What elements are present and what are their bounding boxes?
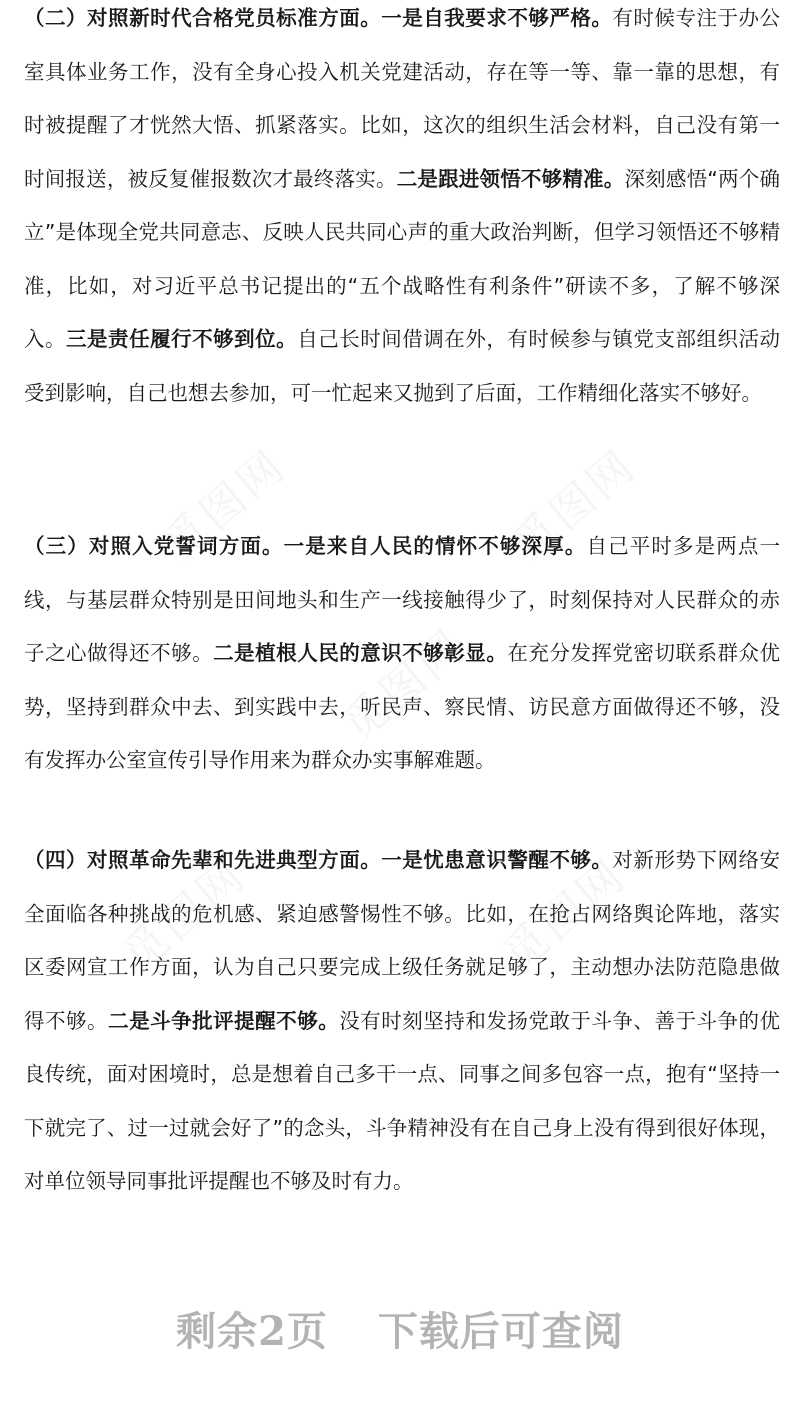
body-text-segment: 对新形势下网络安全面临各种挑战的危机感、紧迫感警惕性不够。比如，在抢占网络舆论阵地，落实区委网宣工作方面，认为自己只要完成上级任务就足够了，主动想办法防范隐患做得不够。 — [24, 848, 781, 1033]
download-to-view-label: 下载后可查阅 — [377, 1308, 624, 1355]
section-three-paragraph — [24, 520, 780, 788]
section-two-paragraph — [24, 0, 780, 420]
bold-heading-segment: 一是来自人民的情怀不够深厚。 — [283, 534, 587, 558]
bold-heading-segment: （二）对照新时代合格党员标准方面。 — [24, 6, 382, 30]
bold-heading-segment: （四）对照革命先辈和先进典型方面。 — [24, 848, 382, 872]
document-body — [24, 0, 781, 1193]
bold-heading-segment: 一是忧患意识警醒不够。 — [381, 848, 613, 872]
body-text-segment: 没有时刻坚持和发扬党敢于斗争、善于斗争的优良传统，面对困境时，总是想着自己多干一点、同事之间多包容一点，抱有“坚持一下就完了、过一过就会好了”的念头，斗争精神没有在自己身上没有得到很好体现，对单位领导同事批评提醒也不够及时有力。 — [24, 1008, 781, 1193]
bold-heading-segment: 二是斗争批评提醒不够。 — [108, 1008, 340, 1033]
body-text-segment: 有时候专注于办公室具体业务工作，没有全身心投入机关党建活动，存在等一等、靠一靠的思想，有时被提醒了才恍然大悟、抓紧落实。比如，这次的组织生活会材料，自己没有第一时间报送，被反复催报数次才最终落实。 — [24, 6, 781, 191]
download-notice — [0, 1300, 800, 1357]
bold-heading-segment: 二是植根人民的意识不够彰显。 — [213, 641, 508, 665]
bold-heading-segment: （三）对照入党誓词方面。 — [24, 534, 284, 558]
bold-heading-segment: 三是责任履行不够到位。 — [66, 327, 298, 351]
bold-heading-segment: 二是跟进领悟不够精准。 — [396, 166, 625, 191]
body-text-segment: 在充分发挥党密切联系群众优势，坚持到群众中去、到实践中去，听民声、察民情、访民意方面做得还不够，没有发挥办公室宣传引导作用来为群众办实事解难题。 — [24, 641, 781, 772]
remaining-pages-label: 剩余2页 — [176, 1308, 328, 1355]
body-text-segment: 自己长时间借调在外，有时候参与镇党支部组织活动受到影响，自己也想去参加，可一忙起来又抛到了后面，工作精细化落实不够好。 — [24, 327, 781, 405]
body-text-segment: 深刻感悟“两个确立”是体现全党共同意志、反映人民共同心声的重大政治判断，但学习领悟还不够精准，比如，对习近平总书记提出的“五个战略性有利条件”研读不多，了解不够深入。 — [24, 166, 781, 351]
body-text-segment: 自己平时多是两点一线，与基层群众特别是田间地头和生产一线接触得少了，时刻保持对人民群众的赤子之心做得还不够。 — [24, 534, 781, 665]
bold-heading-segment: 一是自我要求不够严格。 — [381, 6, 613, 30]
section-four-paragraph — [24, 834, 780, 1209]
